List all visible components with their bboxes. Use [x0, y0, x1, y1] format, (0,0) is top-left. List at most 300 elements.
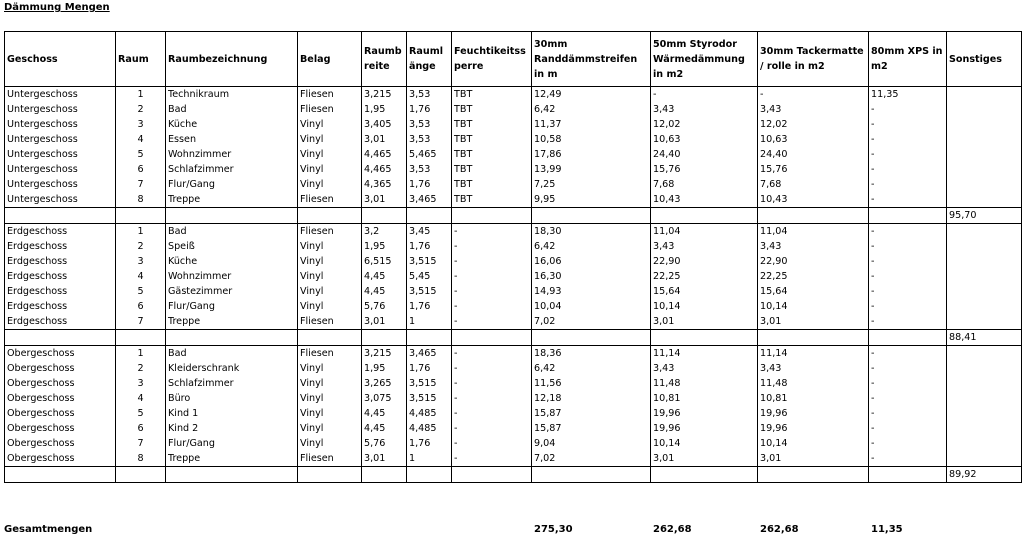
subtotal-empty-cell[interactable]	[5, 208, 116, 224]
cell-raumbezeichnung[interactable]: Flur/Gang	[166, 299, 298, 314]
cell-raumbezeichnung[interactable]: Wohnzimmer	[166, 147, 298, 162]
cell-sonstiges[interactable]	[947, 224, 1022, 240]
cell-randdaemmstreifen[interactable]: 7,25	[532, 177, 651, 192]
cell-geschoss[interactable]: Obergeschoss	[5, 376, 116, 391]
cell-tackermatte[interactable]: 15,64	[758, 284, 869, 299]
cell-styrodor[interactable]: 10,63	[651, 132, 758, 147]
cell-raumlaenge[interactable]: 4,485	[407, 406, 452, 421]
cell-tackermatte[interactable]: 11,14	[758, 346, 869, 362]
cell-feuchtigkeitssperre[interactable]: -	[452, 436, 532, 451]
cell-tackermatte[interactable]: 15,76	[758, 162, 869, 177]
cell-raumlaenge[interactable]: 3,465	[407, 346, 452, 362]
cell-styrodor[interactable]: 10,81	[651, 391, 758, 406]
cell-feuchtigkeitssperre[interactable]: -	[452, 451, 532, 467]
cell-sonstiges[interactable]	[947, 132, 1022, 147]
cell-raum[interactable]: 1	[116, 224, 166, 240]
cell-randdaemmstreifen[interactable]: 15,87	[532, 421, 651, 436]
cell-raumlaenge[interactable]: 1	[407, 451, 452, 467]
cell-styrodor[interactable]: 10,43	[651, 192, 758, 208]
cell-styrodor[interactable]: 11,48	[651, 376, 758, 391]
subtotal-empty-cell[interactable]	[298, 330, 362, 346]
subtotal-empty-cell[interactable]	[407, 208, 452, 224]
cell-randdaemmstreifen[interactable]: 7,02	[532, 314, 651, 330]
cell-xps[interactable]: -	[869, 254, 947, 269]
subtotal-empty-cell[interactable]	[532, 208, 651, 224]
cell-raumbezeichnung[interactable]: Speiß	[166, 239, 298, 254]
cell-belag[interactable]: Vinyl	[298, 361, 362, 376]
cell-randdaemmstreifen[interactable]: 6,42	[532, 102, 651, 117]
cell-raumlaenge[interactable]: 1,76	[407, 361, 452, 376]
cell-raumbezeichnung[interactable]: Technikraum	[166, 87, 298, 103]
header-raumbreite[interactable]: Raumbreite	[362, 32, 407, 87]
subtotal-empty-cell[interactable]	[116, 467, 166, 483]
cell-tackermatte[interactable]: 10,14	[758, 299, 869, 314]
cell-raumlaenge[interactable]: 3,515	[407, 284, 452, 299]
cell-raum[interactable]: 7	[116, 436, 166, 451]
cell-sonstiges[interactable]	[947, 254, 1022, 269]
cell-randdaemmstreifen[interactable]: 7,02	[532, 451, 651, 467]
cell-geschoss[interactable]: Obergeschoss	[5, 361, 116, 376]
subtotal-empty-cell[interactable]	[532, 467, 651, 483]
cell-raum[interactable]: 3	[116, 254, 166, 269]
cell-raumbreite[interactable]: 3,2	[362, 224, 407, 240]
cell-randdaemmstreifen[interactable]: 12,49	[532, 87, 651, 103]
cell-raumlaenge[interactable]: 1,76	[407, 239, 452, 254]
header-styrodor[interactable]: 50mm Styrodor Wärmedämmung in m2	[651, 32, 758, 87]
cell-belag[interactable]: Vinyl	[298, 239, 362, 254]
cell-sonstiges[interactable]	[947, 87, 1022, 103]
header-tackermatte[interactable]: 30mm Tackermatte / rolle in m2	[758, 32, 869, 87]
cell-styrodor[interactable]: 22,25	[651, 269, 758, 284]
header-geschoss[interactable]: Geschoss	[5, 32, 116, 87]
cell-raum[interactable]: 1	[116, 346, 166, 362]
cell-styrodor[interactable]: 19,96	[651, 421, 758, 436]
subtotal-empty-cell[interactable]	[5, 330, 116, 346]
cell-styrodor[interactable]: 12,02	[651, 117, 758, 132]
cell-sonstiges[interactable]	[947, 102, 1022, 117]
cell-randdaemmstreifen[interactable]: 10,58	[532, 132, 651, 147]
cell-randdaemmstreifen[interactable]: 9,04	[532, 436, 651, 451]
header-feuchtigkeitssperre[interactable]: Feuchtikeitssperre	[452, 32, 532, 87]
cell-raumbezeichnung[interactable]: Büro	[166, 391, 298, 406]
cell-raum[interactable]: 3	[116, 117, 166, 132]
cell-belag[interactable]: Vinyl	[298, 117, 362, 132]
cell-raumlaenge[interactable]: 1	[407, 314, 452, 330]
subtotal-empty-cell[interactable]	[452, 330, 532, 346]
cell-raumbezeichnung[interactable]: Küche	[166, 254, 298, 269]
cell-belag[interactable]: Vinyl	[298, 269, 362, 284]
cell-belag[interactable]: Fliesen	[298, 314, 362, 330]
cell-raumbezeichnung[interactable]: Schlafzimmer	[166, 162, 298, 177]
cell-raumlaenge[interactable]: 3,53	[407, 87, 452, 103]
cell-raumbezeichnung[interactable]: Treppe	[166, 314, 298, 330]
cell-styrodor[interactable]: 7,68	[651, 177, 758, 192]
cell-geschoss[interactable]: Obergeschoss	[5, 391, 116, 406]
cell-raum[interactable]: 6	[116, 299, 166, 314]
cell-geschoss[interactable]: Untergeschoss	[5, 87, 116, 103]
cell-tackermatte[interactable]: 10,43	[758, 192, 869, 208]
cell-styrodor[interactable]: 15,76	[651, 162, 758, 177]
cell-raum[interactable]: 5	[116, 284, 166, 299]
cell-tackermatte[interactable]: 3,01	[758, 314, 869, 330]
cell-raumbreite[interactable]: 3,01	[362, 192, 407, 208]
subtotal-empty-cell[interactable]	[869, 208, 947, 224]
cell-geschoss[interactable]: Obergeschoss	[5, 421, 116, 436]
subtotal-empty-cell[interactable]	[407, 467, 452, 483]
cell-raumbezeichnung[interactable]: Kind 1	[166, 406, 298, 421]
cell-styrodor[interactable]: 3,43	[651, 239, 758, 254]
cell-randdaemmstreifen[interactable]: 18,36	[532, 346, 651, 362]
cell-raumlaenge[interactable]: 1,76	[407, 102, 452, 117]
cell-raumbreite[interactable]: 5,76	[362, 436, 407, 451]
cell-raumbreite[interactable]: 5,76	[362, 299, 407, 314]
cell-raumlaenge[interactable]: 3,465	[407, 192, 452, 208]
cell-raumlaenge[interactable]: 5,465	[407, 147, 452, 162]
cell-geschoss[interactable]: Obergeschoss	[5, 436, 116, 451]
cell-raumlaenge[interactable]: 1,76	[407, 177, 452, 192]
subtotal-empty-cell[interactable]	[298, 208, 362, 224]
cell-tackermatte[interactable]: 3,43	[758, 239, 869, 254]
cell-geschoss[interactable]: Untergeschoss	[5, 132, 116, 147]
cell-feuchtigkeitssperre[interactable]: TBT	[452, 87, 532, 103]
cell-sonstiges[interactable]	[947, 361, 1022, 376]
cell-raumbreite[interactable]: 4,45	[362, 406, 407, 421]
cell-belag[interactable]: Fliesen	[298, 192, 362, 208]
subtotal-empty-cell[interactable]	[5, 467, 116, 483]
cell-xps[interactable]: 11,35	[869, 87, 947, 103]
subtotal-value[interactable]: 88,41	[947, 330, 1022, 346]
cell-raumlaenge[interactable]: 3,53	[407, 162, 452, 177]
cell-styrodor[interactable]: -	[651, 87, 758, 103]
cell-geschoss[interactable]: Erdgeschoss	[5, 254, 116, 269]
cell-feuchtigkeitssperre[interactable]: -	[452, 361, 532, 376]
cell-xps[interactable]: -	[869, 117, 947, 132]
cell-belag[interactable]: Vinyl	[298, 421, 362, 436]
cell-raum[interactable]: 6	[116, 421, 166, 436]
cell-xps[interactable]: -	[869, 177, 947, 192]
cell-belag[interactable]: Fliesen	[298, 224, 362, 240]
subtotal-empty-cell[interactable]	[869, 467, 947, 483]
cell-raumbezeichnung[interactable]: Essen	[166, 132, 298, 147]
cell-raumbezeichnung[interactable]: Treppe	[166, 451, 298, 467]
cell-raumbezeichnung[interactable]: Schlafzimmer	[166, 376, 298, 391]
subtotal-empty-cell[interactable]	[166, 208, 298, 224]
cell-raumbreite[interactable]: 3,215	[362, 346, 407, 362]
cell-randdaemmstreifen[interactable]: 15,87	[532, 406, 651, 421]
cell-sonstiges[interactable]	[947, 376, 1022, 391]
cell-sonstiges[interactable]	[947, 421, 1022, 436]
cell-xps[interactable]: -	[869, 239, 947, 254]
cell-raumbreite[interactable]: 3,01	[362, 132, 407, 147]
cell-raumlaenge[interactable]: 3,515	[407, 376, 452, 391]
cell-tackermatte[interactable]: 3,43	[758, 361, 869, 376]
cell-raumlaenge[interactable]: 4,485	[407, 421, 452, 436]
cell-tackermatte[interactable]: 22,25	[758, 269, 869, 284]
cell-sonstiges[interactable]	[947, 391, 1022, 406]
cell-raum[interactable]: 5	[116, 406, 166, 421]
cell-raum[interactable]: 5	[116, 147, 166, 162]
cell-randdaemmstreifen[interactable]: 17,86	[532, 147, 651, 162]
header-belag[interactable]: Belag	[298, 32, 362, 87]
cell-raumbreite[interactable]: 3,265	[362, 376, 407, 391]
cell-feuchtigkeitssperre[interactable]: TBT	[452, 147, 532, 162]
cell-geschoss[interactable]: Untergeschoss	[5, 102, 116, 117]
cell-feuchtigkeitssperre[interactable]: -	[452, 224, 532, 240]
cell-tackermatte[interactable]: 10,14	[758, 436, 869, 451]
cell-belag[interactable]: Vinyl	[298, 299, 362, 314]
cell-geschoss[interactable]: Untergeschoss	[5, 162, 116, 177]
cell-styrodor[interactable]: 3,01	[651, 451, 758, 467]
cell-xps[interactable]: -	[869, 162, 947, 177]
subtotal-empty-cell[interactable]	[869, 330, 947, 346]
cell-belag[interactable]: Fliesen	[298, 451, 362, 467]
cell-raumbezeichnung[interactable]: Kleiderschrank	[166, 361, 298, 376]
cell-styrodor[interactable]: 3,01	[651, 314, 758, 330]
cell-feuchtigkeitssperre[interactable]: -	[452, 421, 532, 436]
subtotal-empty-cell[interactable]	[166, 467, 298, 483]
cell-raumlaenge[interactable]: 3,515	[407, 254, 452, 269]
subtotal-empty-cell[interactable]	[758, 330, 869, 346]
cell-xps[interactable]: -	[869, 314, 947, 330]
cell-styrodor[interactable]: 10,14	[651, 436, 758, 451]
cell-feuchtigkeitssperre[interactable]: -	[452, 299, 532, 314]
cell-geschoss[interactable]: Obergeschoss	[5, 451, 116, 467]
cell-raumbreite[interactable]: 1,95	[362, 102, 407, 117]
subtotal-empty-cell[interactable]	[758, 467, 869, 483]
cell-randdaemmstreifen[interactable]: 13,99	[532, 162, 651, 177]
subtotal-empty-cell[interactable]	[758, 208, 869, 224]
cell-raumlaenge[interactable]: 1,76	[407, 436, 452, 451]
cell-randdaemmstreifen[interactable]: 14,93	[532, 284, 651, 299]
cell-feuchtigkeitssperre[interactable]: -	[452, 406, 532, 421]
cell-styrodor[interactable]: 10,14	[651, 299, 758, 314]
cell-raumbreite[interactable]: 1,95	[362, 239, 407, 254]
cell-tackermatte[interactable]: 11,04	[758, 224, 869, 240]
cell-raum[interactable]: 7	[116, 314, 166, 330]
cell-randdaemmstreifen[interactable]: 12,18	[532, 391, 651, 406]
cell-tackermatte[interactable]: 19,96	[758, 406, 869, 421]
cell-xps[interactable]: -	[869, 406, 947, 421]
cell-geschoss[interactable]: Erdgeschoss	[5, 299, 116, 314]
cell-raumbreite[interactable]: 4,465	[362, 147, 407, 162]
cell-xps[interactable]: -	[869, 391, 947, 406]
cell-raumbreite[interactable]: 4,45	[362, 269, 407, 284]
cell-randdaemmstreifen[interactable]: 10,04	[532, 299, 651, 314]
cell-sonstiges[interactable]	[947, 177, 1022, 192]
cell-raumbreite[interactable]: 3,405	[362, 117, 407, 132]
cell-raumlaenge[interactable]: 1,76	[407, 299, 452, 314]
cell-sonstiges[interactable]	[947, 299, 1022, 314]
cell-raumbezeichnung[interactable]: Treppe	[166, 192, 298, 208]
cell-raum[interactable]: 1	[116, 87, 166, 103]
cell-feuchtigkeitssperre[interactable]: TBT	[452, 117, 532, 132]
cell-xps[interactable]: -	[869, 451, 947, 467]
cell-feuchtigkeitssperre[interactable]: TBT	[452, 102, 532, 117]
cell-tackermatte[interactable]: 10,63	[758, 132, 869, 147]
header-raumlaenge[interactable]: Raumlänge	[407, 32, 452, 87]
cell-raum[interactable]: 3	[116, 376, 166, 391]
cell-raumbezeichnung[interactable]: Kind 2	[166, 421, 298, 436]
cell-raumbreite[interactable]: 3,215	[362, 87, 407, 103]
cell-styrodor[interactable]: 3,43	[651, 361, 758, 376]
cell-styrodor[interactable]: 22,90	[651, 254, 758, 269]
cell-belag[interactable]: Fliesen	[298, 102, 362, 117]
cell-sonstiges[interactable]	[947, 162, 1022, 177]
cell-feuchtigkeitssperre[interactable]: TBT	[452, 192, 532, 208]
cell-randdaemmstreifen[interactable]: 9,95	[532, 192, 651, 208]
cell-xps[interactable]: -	[869, 147, 947, 162]
header-sonstiges[interactable]: Sonstiges	[947, 32, 1022, 87]
cell-xps[interactable]: -	[869, 299, 947, 314]
cell-belag[interactable]: Vinyl	[298, 436, 362, 451]
cell-styrodor[interactable]: 11,14	[651, 346, 758, 362]
cell-geschoss[interactable]: Erdgeschoss	[5, 224, 116, 240]
cell-raumbezeichnung[interactable]: Bad	[166, 102, 298, 117]
subtotal-empty-cell[interactable]	[166, 330, 298, 346]
cell-sonstiges[interactable]	[947, 314, 1022, 330]
cell-raumlaenge[interactable]: 5,45	[407, 269, 452, 284]
cell-raum[interactable]: 2	[116, 102, 166, 117]
cell-tackermatte[interactable]: 3,43	[758, 102, 869, 117]
cell-belag[interactable]: Vinyl	[298, 376, 362, 391]
cell-feuchtigkeitssperre[interactable]: -	[452, 314, 532, 330]
cell-sonstiges[interactable]	[947, 346, 1022, 362]
subtotal-empty-cell[interactable]	[651, 208, 758, 224]
cell-raumbreite[interactable]: 4,45	[362, 284, 407, 299]
cell-raumlaenge[interactable]: 3,53	[407, 117, 452, 132]
cell-tackermatte[interactable]: 22,90	[758, 254, 869, 269]
cell-belag[interactable]: Vinyl	[298, 132, 362, 147]
cell-xps[interactable]: -	[869, 132, 947, 147]
header-raum[interactable]: Raum	[116, 32, 166, 87]
cell-feuchtigkeitssperre[interactable]: -	[452, 391, 532, 406]
cell-geschoss[interactable]: Obergeschoss	[5, 346, 116, 362]
subtotal-empty-cell[interactable]	[116, 208, 166, 224]
cell-sonstiges[interactable]	[947, 147, 1022, 162]
cell-xps[interactable]: -	[869, 284, 947, 299]
cell-geschoss[interactable]: Erdgeschoss	[5, 284, 116, 299]
cell-geschoss[interactable]: Obergeschoss	[5, 406, 116, 421]
cell-feuchtigkeitssperre[interactable]: -	[452, 376, 532, 391]
subtotal-empty-cell[interactable]	[362, 467, 407, 483]
cell-styrodor[interactable]: 15,64	[651, 284, 758, 299]
cell-feuchtigkeitssperre[interactable]: -	[452, 254, 532, 269]
cell-geschoss[interactable]: Erdgeschoss	[5, 269, 116, 284]
cell-styrodor[interactable]: 19,96	[651, 406, 758, 421]
cell-xps[interactable]: -	[869, 361, 947, 376]
cell-xps[interactable]: -	[869, 102, 947, 117]
cell-sonstiges[interactable]	[947, 284, 1022, 299]
subtotal-value[interactable]: 89,92	[947, 467, 1022, 483]
cell-geschoss[interactable]: Erdgeschoss	[5, 239, 116, 254]
cell-raum[interactable]: 8	[116, 192, 166, 208]
cell-geschoss[interactable]: Untergeschoss	[5, 117, 116, 132]
cell-tackermatte[interactable]: 10,81	[758, 391, 869, 406]
cell-raumbezeichnung[interactable]: Flur/Gang	[166, 436, 298, 451]
cell-belag[interactable]: Vinyl	[298, 406, 362, 421]
cell-belag[interactable]: Vinyl	[298, 162, 362, 177]
subtotal-empty-cell[interactable]	[362, 330, 407, 346]
cell-sonstiges[interactable]	[947, 406, 1022, 421]
cell-randdaemmstreifen[interactable]: 16,30	[532, 269, 651, 284]
cell-raumbreite[interactable]: 4,465	[362, 162, 407, 177]
subtotal-empty-cell[interactable]	[651, 467, 758, 483]
cell-sonstiges[interactable]	[947, 117, 1022, 132]
cell-randdaemmstreifen[interactable]: 11,37	[532, 117, 651, 132]
cell-raum[interactable]: 6	[116, 162, 166, 177]
cell-raumbezeichnung[interactable]: Bad	[166, 346, 298, 362]
cell-belag[interactable]: Fliesen	[298, 346, 362, 362]
cell-styrodor[interactable]: 3,43	[651, 102, 758, 117]
cell-feuchtigkeitssperre[interactable]: -	[452, 346, 532, 362]
cell-belag[interactable]: Vinyl	[298, 391, 362, 406]
cell-randdaemmstreifen[interactable]: 16,06	[532, 254, 651, 269]
cell-randdaemmstreifen[interactable]: 6,42	[532, 361, 651, 376]
cell-tackermatte[interactable]: 12,02	[758, 117, 869, 132]
cell-raumbreite[interactable]: 4,45	[362, 421, 407, 436]
cell-feuchtigkeitssperre[interactable]: TBT	[452, 132, 532, 147]
cell-raumbreite[interactable]: 3,01	[362, 314, 407, 330]
cell-feuchtigkeitssperre[interactable]: -	[452, 239, 532, 254]
cell-raumbezeichnung[interactable]: Flur/Gang	[166, 177, 298, 192]
header-raumbezeichnung[interactable]: Raumbezeichnung	[166, 32, 298, 87]
subtotal-empty-cell[interactable]	[362, 208, 407, 224]
cell-raumlaenge[interactable]: 3,53	[407, 132, 452, 147]
cell-feuchtigkeitssperre[interactable]: TBT	[452, 177, 532, 192]
cell-geschoss[interactable]: Untergeschoss	[5, 192, 116, 208]
cell-xps[interactable]: -	[869, 224, 947, 240]
cell-sonstiges[interactable]	[947, 451, 1022, 467]
cell-raumbreite[interactable]: 1,95	[362, 361, 407, 376]
cell-randdaemmstreifen[interactable]: 6,42	[532, 239, 651, 254]
cell-belag[interactable]: Vinyl	[298, 147, 362, 162]
cell-feuchtigkeitssperre[interactable]: -	[452, 284, 532, 299]
cell-sonstiges[interactable]	[947, 269, 1022, 284]
cell-tackermatte[interactable]: 24,40	[758, 147, 869, 162]
cell-raum[interactable]: 4	[116, 391, 166, 406]
cell-raum[interactable]: 4	[116, 269, 166, 284]
cell-tackermatte[interactable]: 3,01	[758, 451, 869, 467]
cell-raum[interactable]: 2	[116, 361, 166, 376]
cell-sonstiges[interactable]	[947, 192, 1022, 208]
cell-raumbreite[interactable]: 4,365	[362, 177, 407, 192]
cell-tackermatte[interactable]: 11,48	[758, 376, 869, 391]
cell-raum[interactable]: 7	[116, 177, 166, 192]
cell-belag[interactable]: Fliesen	[298, 87, 362, 103]
subtotal-empty-cell[interactable]	[298, 467, 362, 483]
cell-raumbreite[interactable]: 6,515	[362, 254, 407, 269]
cell-sonstiges[interactable]	[947, 239, 1022, 254]
cell-xps[interactable]: -	[869, 269, 947, 284]
subtotal-empty-cell[interactable]	[532, 330, 651, 346]
cell-tackermatte[interactable]: 19,96	[758, 421, 869, 436]
subtotal-empty-cell[interactable]	[116, 330, 166, 346]
cell-xps[interactable]: -	[869, 192, 947, 208]
subtotal-empty-cell[interactable]	[651, 330, 758, 346]
subtotal-empty-cell[interactable]	[407, 330, 452, 346]
cell-xps[interactable]: -	[869, 376, 947, 391]
cell-randdaemmstreifen[interactable]: 18,30	[532, 224, 651, 240]
cell-belag[interactable]: Vinyl	[298, 254, 362, 269]
cell-styrodor[interactable]: 11,04	[651, 224, 758, 240]
cell-raumbezeichnung[interactable]: Küche	[166, 117, 298, 132]
cell-geschoss[interactable]: Erdgeschoss	[5, 314, 116, 330]
cell-sonstiges[interactable]	[947, 436, 1022, 451]
subtotal-empty-cell[interactable]	[452, 467, 532, 483]
cell-tackermatte[interactable]: -	[758, 87, 869, 103]
cell-raumbreite[interactable]: 3,01	[362, 451, 407, 467]
cell-feuchtigkeitssperre[interactable]: -	[452, 269, 532, 284]
